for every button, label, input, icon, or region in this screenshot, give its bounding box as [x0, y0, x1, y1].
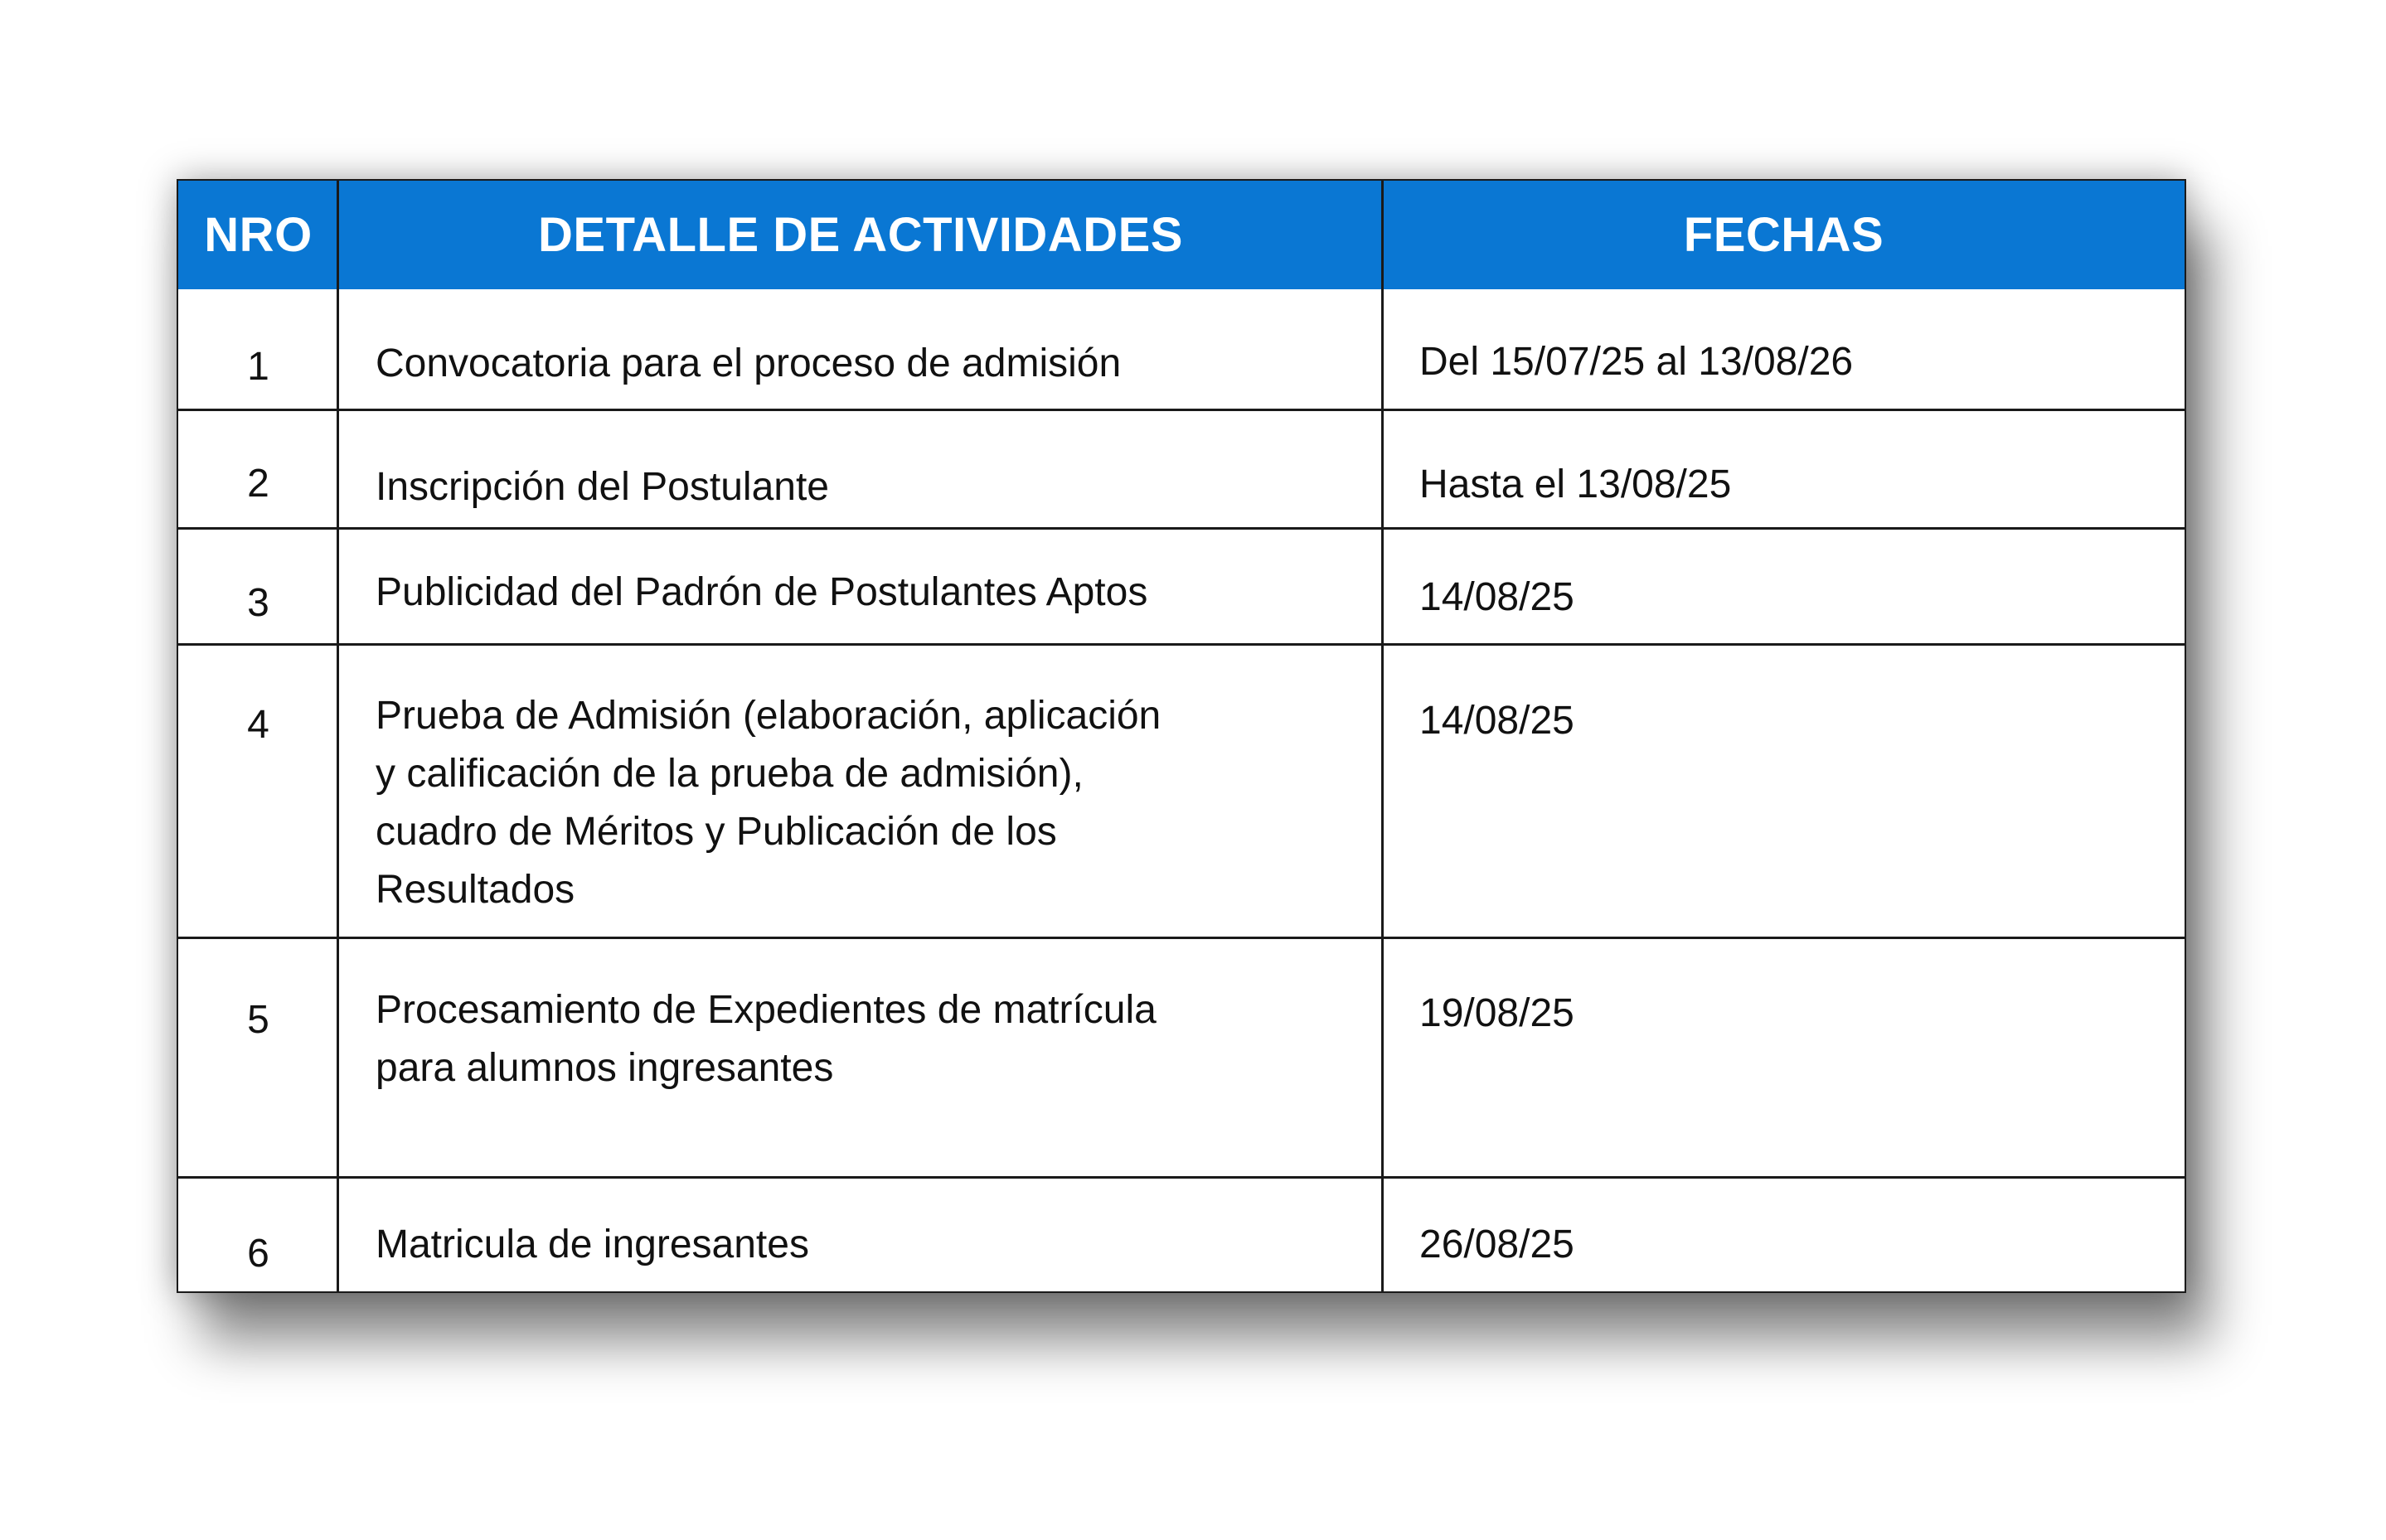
column-divider: [1381, 181, 1384, 1291]
header-fechas: FECHAS: [1683, 208, 1884, 262]
row-number: 4: [247, 703, 269, 747]
activity-detail: Publicidad del Padrón de Postulantes Aptos: [376, 570, 1148, 614]
row-number: 2: [247, 462, 269, 506]
row-number: 1: [247, 345, 269, 389]
activity-detail: Inscripción del Postulante: [376, 465, 829, 509]
activity-detail-line: Prueba de Admisión (elaboración, aplicación: [376, 694, 1161, 738]
header-detalle: DETALLE DE ACTIVIDADES: [538, 208, 1183, 262]
activity-detail-line: y calificación de la prueba de admisión),: [376, 752, 1084, 796]
activity-date: 19/08/25: [1419, 991, 1574, 1035]
activity-detail-line: cuadro de Méritos y Publicación de los: [376, 810, 1057, 854]
row-divider: [178, 409, 2185, 411]
header-nro: NRO: [204, 208, 313, 262]
activity-date: 14/08/25: [1419, 699, 1574, 743]
row-divider: [178, 937, 2185, 939]
activity-date: Hasta el 13/08/25: [1419, 462, 1732, 506]
row-number: 5: [247, 998, 269, 1042]
activity-detail-line: Resultados: [376, 868, 575, 912]
table-header: [178, 181, 2185, 289]
activity-date: 14/08/25: [1419, 575, 1574, 619]
row-divider: [178, 643, 2185, 646]
row-divider: [178, 1176, 2185, 1179]
row-divider: [178, 527, 2185, 530]
row-number: 6: [247, 1232, 269, 1276]
activity-detail: [376, 687, 1161, 919]
row-number: 3: [247, 581, 269, 625]
activity-detail-line: para alumnos ingresantes: [376, 1046, 834, 1090]
activity-detail: Convocatoria para el proceso de admisión: [376, 341, 1122, 385]
activity-date: 26/08/25: [1419, 1223, 1574, 1266]
activity-detail-line: Procesamiento de Expedientes de matrícula: [376, 988, 1157, 1032]
activity-detail: [376, 981, 1157, 1097]
admission-schedule-table: [177, 179, 2186, 1293]
activity-date: Del 15/07/25 al 13/08/26: [1419, 340, 1854, 384]
activity-detail: Matricula de ingresantes: [376, 1223, 809, 1266]
